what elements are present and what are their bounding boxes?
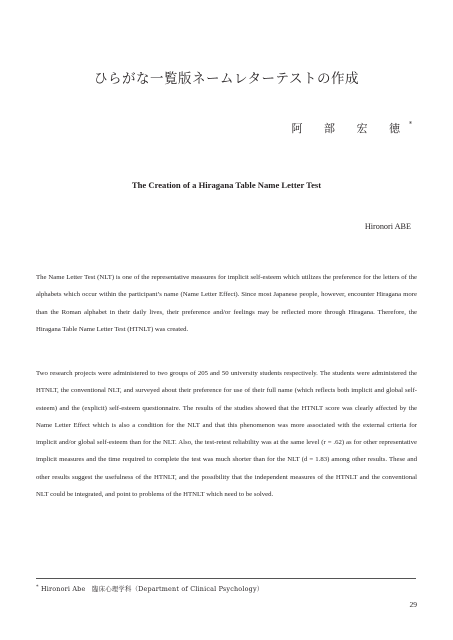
page-number: 29 (409, 600, 417, 609)
japanese-author-name: 阿 部 宏 徳 (291, 122, 409, 135)
author-footnote-mark: * (409, 121, 412, 129)
abstract-paragraph-1: The Name Letter Test (NLT) is one of the representative measures for implicit self-esteem which utilizes the preference for the letters of the alphabets which occur within the participant’s name (Name Letter Effect). Since most Japanese people, however, encounter Hiragana more than the Roman alphabet in their daily lives, their preference and/or feelings may be reflected more through Hiragana. Therefore, the Hiragana Table Name Letter Test (HTNLT) was created. (36, 274, 417, 333)
english-title: The Creation of a Hiragana Table Name Letter Test (131, 180, 322, 190)
footnote-divider (36, 578, 416, 579)
footnote-text: Hironori Abe 臨床心理学科（Department of Clinical Psychology） (40, 585, 264, 594)
abstract-paragraph-2: Two research projects were administered to two groups of 205 and 50 university students respectively. The students were administered the HTNLT, the conventional NLT, and surveyed about their preference for use of their full name (which reflects both implicit and global self-esteem) and the (explicit) self-esteem questionnaire. The results of the studies showed that the HTNLT score was clearly affected by the Name Letter Effect which is also a condition for the NLT and that this phenomenon was more associated with the external criteria for implicit and/or global self-esteem than for the NLT. Also, the test-retest reliability was at the same level (r = .62) as for other representative implicit measures and the time required to complete the test was much shorter than for the NLT (d = 1.83) among other results. These and other results suggest the usefulness of the HTNLT, and the possibility that the independent measures of the HTNLT and the conventional NLT could be integrated, and point to problems of the HTNLT which need to be solved. (36, 370, 417, 499)
japanese-title: ひらがな一覧版ネームレターテストの作成 (94, 71, 359, 87)
footnote (36, 584, 263, 593)
english-author: Hironori ABE (364, 222, 411, 231)
footnote-mark: * (36, 584, 39, 590)
japanese-author (292, 120, 413, 136)
